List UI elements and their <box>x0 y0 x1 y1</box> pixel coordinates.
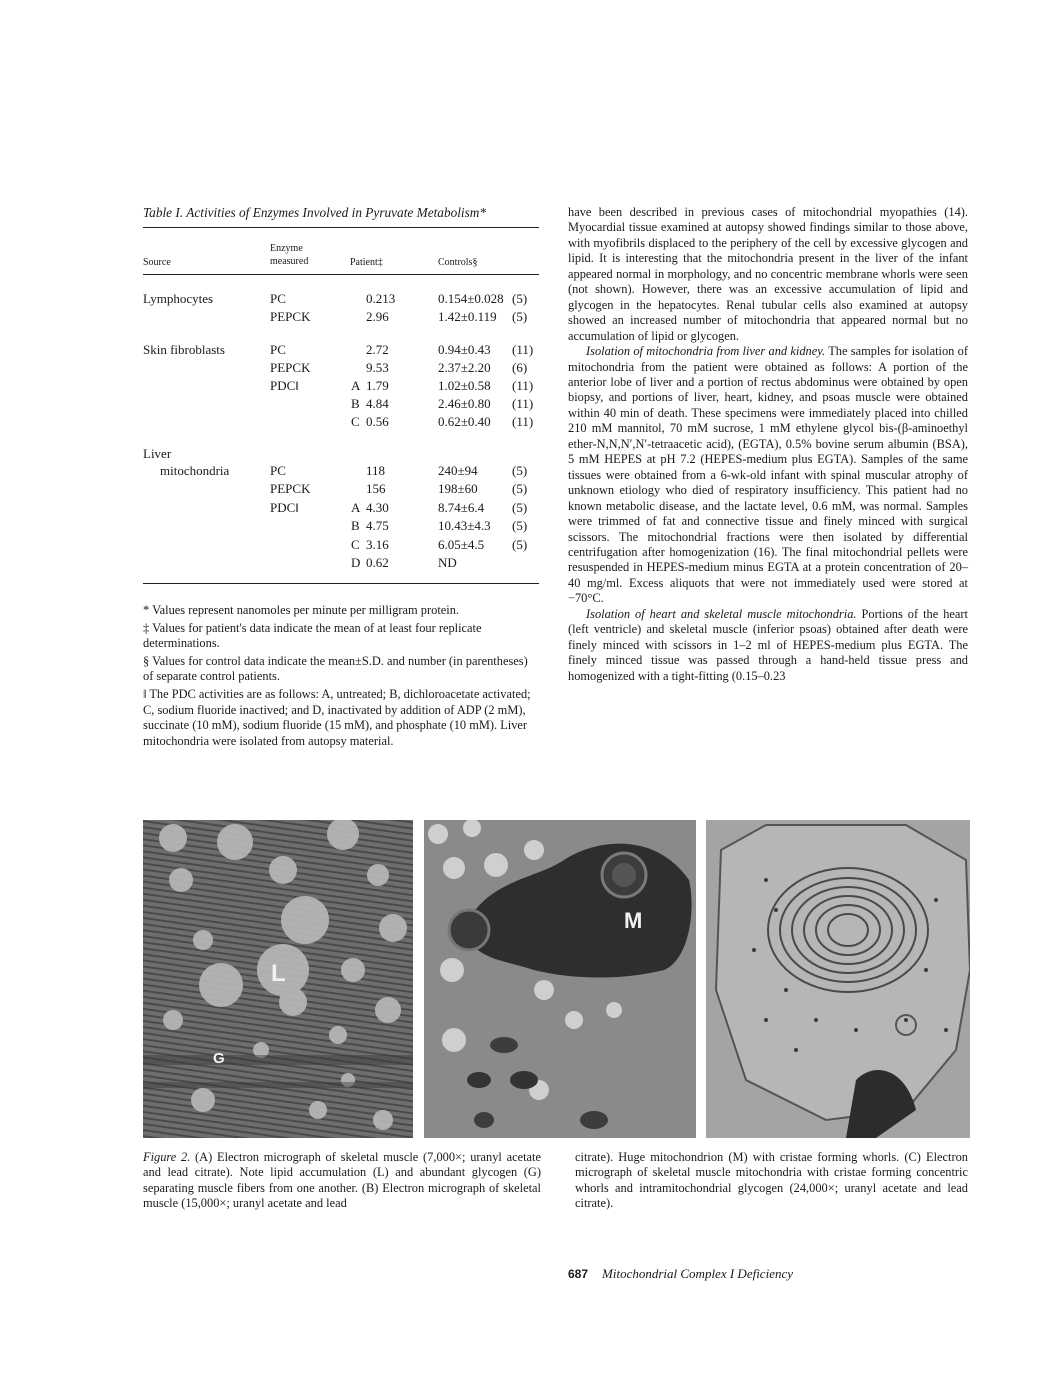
figure-label: Figure 2. <box>143 1150 191 1164</box>
row-n: (5) <box>512 291 528 306</box>
row-pdc-label: C <box>351 414 360 429</box>
row-pdc-label: D <box>351 555 361 570</box>
row-control-value: 2.37±2.20 <box>438 360 491 375</box>
row-n: (11) <box>512 396 534 411</box>
row-n: (5) <box>512 500 528 515</box>
footnote: * Values represent nanomoles per minute per milligram protein. <box>143 603 459 617</box>
micrograph-b-image <box>424 820 696 1138</box>
row-enzyme: PEPCK <box>270 481 311 496</box>
row-patient-value: 9.53 <box>366 360 389 375</box>
header-controls: Controls§ <box>438 257 478 268</box>
table-header-rule <box>143 274 539 275</box>
micrograph-panel-c <box>706 820 970 1138</box>
section-heading: Isolation of heart and skeletal muscle mitochondria. <box>586 606 857 621</box>
header-enzyme-line1: Enzyme <box>270 243 303 254</box>
row-patient-value: 0.62 <box>366 555 389 570</box>
row-control-value: 1.42±0.119 <box>438 309 497 324</box>
row-control-value: 1.02±0.58 <box>438 378 491 393</box>
row-enzyme: PC <box>270 463 286 478</box>
row-patient-value: 4.84 <box>366 396 389 411</box>
running-title: Mitochondrial Complex I Deficiency <box>602 1266 794 1281</box>
row-enzyme: PEPCK <box>270 360 311 375</box>
row-patient-value: 0.213 <box>366 291 396 306</box>
row-n: (11) <box>512 378 534 393</box>
row-control-value: 8.74±6.4 <box>438 500 485 515</box>
row-control-value: 240±94 <box>438 463 478 478</box>
row-pdc-label: B <box>351 518 360 533</box>
row-enzyme: PEPCK <box>270 309 311 324</box>
body-paragraph <box>568 344 968 607</box>
row-control-value: 6.05±4.5 <box>438 537 485 552</box>
micrograph-c-image <box>706 820 970 1138</box>
figure-caption-left <box>143 1150 541 1212</box>
row-control-value: 0.154±0.028 <box>438 291 504 306</box>
row-enzyme: PC <box>270 291 286 306</box>
row-source: mitochondria <box>160 463 230 478</box>
row-control-value: 0.94±0.43 <box>438 342 491 357</box>
section-heading: Isolation of mitochondria from liver and kidney. <box>586 344 826 359</box>
body-text-column <box>568 205 968 684</box>
row-control-value: 198±60 <box>438 481 478 496</box>
row-patient-value: 156 <box>366 481 386 496</box>
row-n: (5) <box>512 518 528 533</box>
header-enzyme-line2: measured <box>270 256 309 267</box>
row-source: Liver <box>143 446 172 461</box>
row-n: (6) <box>512 360 528 375</box>
row-n: (5) <box>512 537 528 552</box>
row-patient-value: 2.96 <box>366 309 389 324</box>
row-control-value: 2.46±0.80 <box>438 396 491 411</box>
row-n: (5) <box>512 309 528 324</box>
row-patient-value: 118 <box>366 463 386 478</box>
row-pdc-label: A <box>351 378 361 393</box>
footnote: ‖ The PDC activities are as follows: A, untreated; B, dichloroacetate activated; C, sodium fluoride inactived; and D, inactivated by addition of ADP (2 mM), succinate (10 mM), sodium fluoride (15 mM), and phosphate (10 mM). Liver mitochondria were isolated from autopsy material. <box>143 686 531 748</box>
row-patient-value: 4.30 <box>366 500 389 515</box>
label-mitochondrion: M <box>624 908 643 933</box>
paragraph-text: Portions of the heart (left ventricle) and skeletal muscle (inferior psoas) obtained after death were finely minced with scissors in 1–2 ml of HEPES-medium plus EGTA. The finely minced tissue was passed through a hand-held tissue press and homogenized with a tight-fitting (0.15–0.23 <box>568 606 968 683</box>
row-patient-value: 2.72 <box>366 342 389 357</box>
caption-text: (A) Electron micrograph of skeletal muscle (7,000×; uranyl acetate and lead citrate). Note lipid accumulation (L) and abundant glycogen (G) separating muscle fibers from one another. (B) Electron micrograph of skeletal muscle (15,000×; uranyl acetate and lead <box>143 1150 542 1211</box>
paragraph-text: The samples for isolation of mitochondria from the patient were obtained as follows: A portion of the anterior lobe of liver and a portion of rectus abdominus were obtained by open biopsy, and portions of liver, heart, kidney, and psoas muscle were obtained within 40 min of death. These specimens were immediately placed into chilled 210 mM mannitol, 70 mM sucrose, 1 mM ethylene glycol bis-(β-aminoethyl ether-N,N,N′,N′-tetraacetic acid), (EGTA), 0.5% bovine serum albumin (BSA), 5 mM HEPES at pH 7.2 (HEPES-medium plus EGTA). Samples of the same tissues were obtained from a 6-wk-old infant with spinal muscular atrophy of unknown etiology who died of respiratory insufficiency. This patient had no known metabolic disease, and the lactate level, 0.6 mM, was normal. Samples were trimmed of fat and connective tissue and finely minced with surgical scissors. The mitochondrial fractions were then isolated by differential centrifugation after homogenization (16). The final mitochondrial pellets were resuspended in HEPES-medium minus EGTA at a protein concentration of 20–40 mg/ml. Excess aliquots that were not immediately used were stored at −70°C. <box>568 344 968 606</box>
row-control-value: 0.62±0.40 <box>438 414 491 429</box>
body-paragraph <box>568 607 968 684</box>
figure-caption-right: citrate). Huge mitochondrion (M) with cristae forming whorls. (C) Electron micrograph of skeletal muscle mitochondria with cristae forming concentric whorls and intramitochondrial glycogen (24,000×; uranyl acetate and lead citrate). <box>575 1150 968 1211</box>
footnote: ‡ Values for patient's data indicate the mean of at least four replicate determinations. <box>143 620 482 651</box>
row-enzyme: PC <box>270 342 286 357</box>
row-source: Skin fibroblasts <box>143 342 225 357</box>
row-enzyme: PDC‖ <box>270 500 299 515</box>
row-patient-value: 4.75 <box>366 518 389 533</box>
footnote: § Values for control data indicate the mean±S.D. and number (in parentheses) of separate control patients. <box>143 653 528 684</box>
row-pdc-label: C <box>351 537 360 552</box>
row-n: (5) <box>512 481 528 496</box>
row-patient-value: 1.79 <box>366 378 389 393</box>
table-footnotes <box>143 603 541 751</box>
table-bottom-rule <box>143 583 539 584</box>
row-enzyme: PDC‖ <box>270 378 299 393</box>
table-caption: Table I. Activities of Enzymes Involved in Pyruvate Metabolism* <box>143 205 487 220</box>
header-source: Source <box>143 257 171 268</box>
table-top-rule <box>143 227 539 228</box>
micrograph-panel-a <box>143 820 413 1138</box>
page-footer <box>568 1266 793 1282</box>
row-control-value: ND <box>438 555 457 570</box>
row-patient-value: 0.56 <box>366 414 389 429</box>
label-glycogen: G <box>213 1050 225 1067</box>
row-pdc-label: B <box>351 396 360 411</box>
page-number: 687 <box>568 1267 589 1281</box>
body-paragraph: have been described in previous cases of mitochondrial myopathies (14). Myocardial tissue examined at autopsy showed findings similar to those above, with myofibrils displaced to the periphery of the cell by excessive glycogen and lipid. It is interesting that the mitochondria present in the liver of the infant appeared normal in morphology, and no concentric membrane whorls were seen (not shown). However, there was an excessive accumulation of lipid and glycogen in the hepatocytes. Renal tubular cells also examined at autopsy showed an increased number of mitochondria that appeared normal but no accumulation of lipid or glycogen. <box>568 205 968 343</box>
row-patient-value: 3.16 <box>366 537 389 552</box>
label-lipid: L <box>271 960 286 987</box>
row-n: (11) <box>512 342 534 357</box>
row-source: Lymphocytes <box>143 291 214 306</box>
header-patient: Patient‡ <box>350 257 383 268</box>
row-n: (5) <box>512 463 528 478</box>
row-pdc-label: A <box>351 500 361 515</box>
row-n: (11) <box>512 414 534 429</box>
micrograph-panel-b <box>424 820 696 1138</box>
row-control-value: 10.43±4.3 <box>438 518 491 533</box>
